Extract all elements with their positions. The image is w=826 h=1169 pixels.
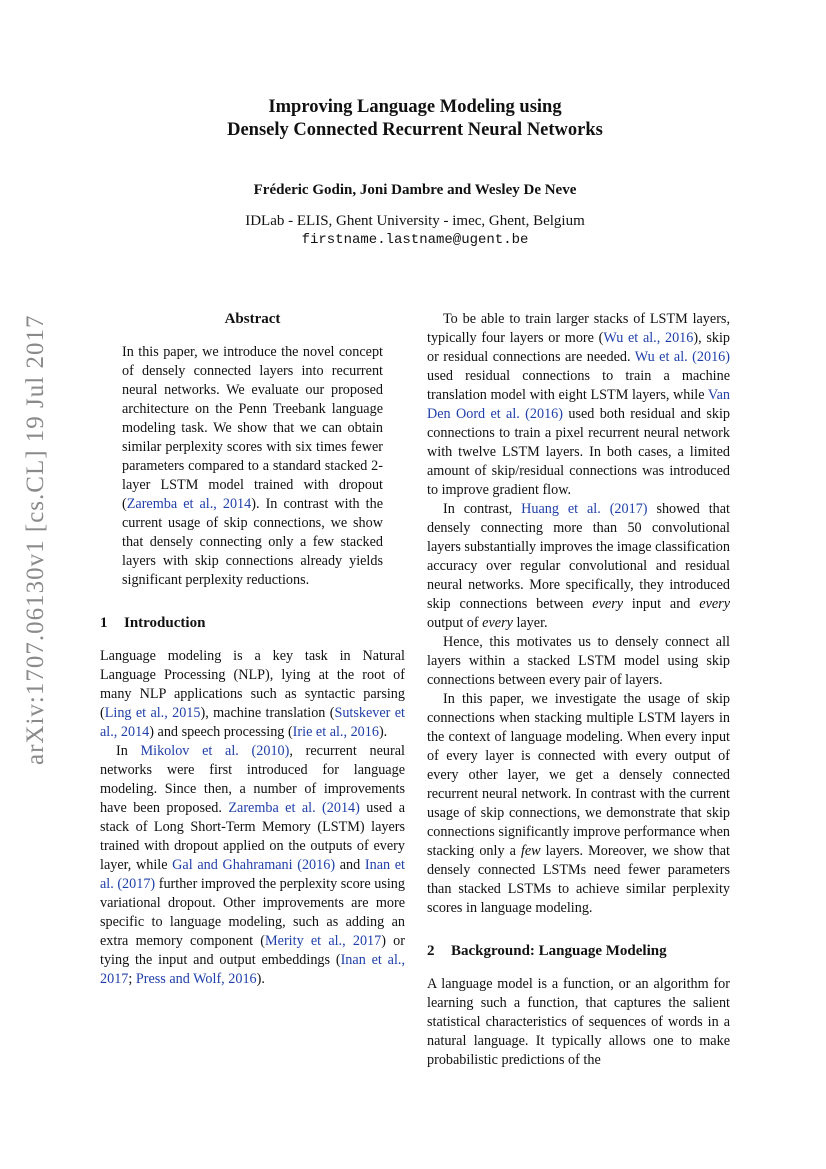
abstract-heading: Abstract [224, 311, 281, 327]
paragraph: A language model is a function, or an algorithm for learning such a function, that captures the salient statistical characteristics of sequences of words in a natural language. It typically allows one to make probabilistic predictions of the [427, 976, 730, 1068]
citation-link[interactable]: Inan et al. (2017) [100, 857, 405, 892]
citation-link[interactable]: Huang et al. (2017) [521, 501, 648, 517]
text-run: To be able to train larger stacks of LSTM layers, typically four layers or more ( [427, 311, 730, 346]
text-run: used both residual and skip connections to train a pixel recurrent neural network with twelve LSTM layers. In both cases, a limited amount of skip/residual connections was introduced to improve gradient flow. [427, 406, 730, 498]
paragraph: Hence, this motivates us to densely connect all layers within a stacked LSTM model using skip connections between every pair of layers. [427, 634, 730, 688]
text-run: ), machine translation ( [200, 705, 335, 721]
section-number: 1 [100, 615, 108, 631]
paragraph [427, 310, 730, 500]
text-run: ). [256, 971, 265, 987]
text-run: output of [427, 615, 483, 631]
text-run: ) and speech processing ( [149, 724, 293, 740]
citation-link[interactable]: Mikolov et al. (2010) [140, 743, 290, 759]
affiliation: IDLab - ELIS, Ghent University - imec, Ghent, Belgium [245, 213, 585, 229]
paper-title [100, 96, 730, 142]
text-run: In contrast, [443, 501, 522, 517]
citation-link[interactable]: Gal and Ghahramani (2016) [172, 857, 336, 873]
citation-link[interactable]: Press and Wolf, 2016 [135, 971, 257, 987]
citation-link[interactable]: Inan et al., 2017 [100, 952, 405, 987]
emphasis: every [592, 596, 624, 612]
section-heading-introduction [100, 614, 405, 633]
citation-link[interactable]: Ling et al., 2015 [104, 705, 201, 721]
title-block [100, 96, 730, 248]
text-run: used residual connections to train a machine translation model with eight LSTM layers, while [427, 368, 730, 403]
text-run: further improved the perplexity score using variational dropout. Other improvements are more specific to language modeling, such as adding an extra memory component ( [100, 876, 405, 949]
email: firstname.lastname@ugent.be [301, 232, 529, 248]
emphasis: every [699, 596, 730, 612]
text-run: In this paper, we investigate the usage of skip connections when stacking multiple LSTM layers in the context of language modeling. When every input of every layer is connected with every output of every other layer, we get a densely connected recurrent neural network. In contrast with the current usage of skip connections, we demonstrate that skip connections significantly improve performance when stacking only a [427, 691, 730, 859]
text-run: Language modeling is a key task in Natural Language Processing (NLP), lying at the root of many NLP applications such as syntactic parsing ( [100, 648, 405, 721]
text-run: ). [378, 724, 388, 740]
section-title: Background: Language Modeling [451, 943, 667, 959]
citation-link[interactable]: Wu et al., 2016 [603, 330, 694, 346]
paragraph [100, 647, 405, 742]
text-run: used a stack of Long Short-Term Memory (LSTM) layers trained with dropout applied on the outputs of every layer, while [100, 800, 405, 873]
text-run: ), skip or residual connections are needed. [427, 330, 730, 365]
section-heading-background [427, 942, 730, 961]
left-column [100, 310, 405, 989]
arxiv-identifier: arXiv:1707.06130v1 [cs.CL] 19 Jul 2017 [22, 314, 49, 766]
title-line-1: Improving Language Modeling using [268, 97, 562, 117]
section-number: 2 [427, 943, 435, 959]
citation-link[interactable]: Sutskever et al., 2014 [100, 705, 405, 740]
text-run: In [116, 743, 141, 759]
text-run: layers. Moreover, we show that densely connected LSTMs need fewer parameters than stacked LSTMs to achieve similar perplexity scores in language modeling. [427, 843, 730, 916]
paragraph [427, 690, 730, 918]
abstract-text [122, 343, 383, 590]
authors: Fréderic Godin, Joni Dambre and Wesley De Neve [253, 182, 577, 198]
citation-link[interactable]: Merity et al., 2017 [265, 933, 382, 949]
paragraph [100, 742, 405, 989]
section-title: Introduction [124, 615, 206, 631]
emphasis: few [520, 843, 541, 859]
emphasis: every [482, 615, 513, 631]
citation-link[interactable]: Zaremba et al. (2014) [228, 800, 360, 816]
text-run: showed that densely connecting more than 50 convolutional layers substantially improves the image classification accuracy over regular convolutional and residual neural networks. More specifically, they introduced skip connections between [427, 501, 730, 612]
abstract-text-part: In this paper, we introduce the novel concept of densely connected layers into recurrent neural networks. We evaluate our proposed architecture on the Penn Treebank language modeling task. We show that we can obtain similar perplexity scores with six times fewer parameters compared to a standard stacked 2-layer LSTM model trained with dropout ( [122, 344, 383, 512]
text-run: and [335, 857, 365, 873]
citation-link[interactable]: Zaremba et al., 2014 [126, 496, 252, 512]
citation-link[interactable]: Irie et al., 2016 [292, 724, 379, 740]
text-run: , recurrent neural networks were first introduced for language modeling. Since then, a number of improvements have been proposed. [100, 743, 405, 816]
citation-link[interactable]: Van Den Oord et al. (2016) [427, 387, 730, 422]
abstract-text-part: ). In contrast with the current usage of skip connections, we show that densely connecting only a few stacked layers with skip connections already yields significant perplexity reductions. [122, 496, 384, 588]
right-column [427, 310, 730, 1070]
paragraph [427, 500, 730, 633]
text-run: ) or tying the input and output embeddings ( [100, 933, 406, 968]
text-run: layer. [512, 615, 548, 631]
citation-link[interactable]: Wu et al. (2016) [634, 349, 730, 365]
text-run: input and [623, 596, 700, 612]
text-run: ; [128, 971, 136, 987]
title-line-2: Densely Connected Recurrent Neural Networks [227, 120, 603, 140]
